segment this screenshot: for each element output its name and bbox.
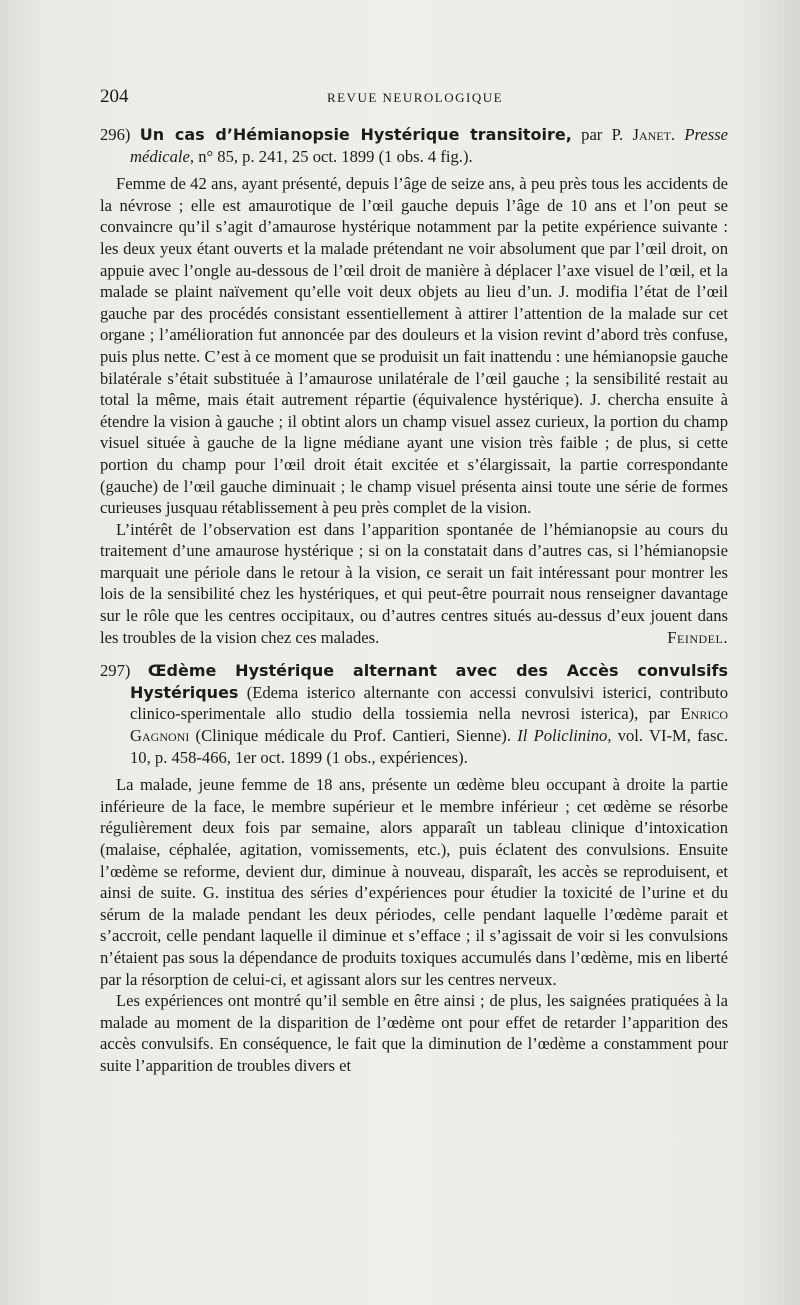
- entry-heading: [100, 660, 728, 768]
- page-header: [100, 86, 730, 112]
- entry-author: Enrico Gagnoni: [130, 704, 728, 746]
- entry-journal: Presse médicale,: [130, 125, 729, 166]
- entry-description: (Edema isterico alternante con accessi convulsivi isterici, contributo clinico-sperimentale allo studio della tossiemia nella nevrosi isterica), par: [130, 682, 728, 724]
- entry-number: 296): [100, 125, 131, 144]
- entry-paragraph: [100, 519, 728, 649]
- abstract-entry-296: [100, 124, 728, 648]
- entry-heading: [100, 124, 728, 167]
- entry-reference: vol. VI-M, fasc. 10, p. 458-466, 1er oct. 1899 (1 obs., expériences).: [130, 726, 728, 767]
- entry-signature: Feindel.: [667, 627, 728, 647]
- entry-journal: Il Policlinino,: [517, 726, 612, 746]
- entry-paragraph: Femme de 42 ans, ayant présenté, depuis l’âge de seize ans, à peu près tous les accidents de la névrose ; elle est amaurotique de l’œil gauche depuis l’âge de 10 ans et l’on peut se convaincre qu’il s’agit d’amaurose hystérique notamment par la petite expérience suivante : les deux yeux étant ouverts et la malade prétendant ne voir absolument que par l’œil droit, on appuie avec l’ongle au-dessous de l’œil droit de manière à déplacer l’axe visuel de l’œil, et la malade se plaint naïvement qu’elle voit deux objets au lieu d’un. J. modifia l’état de l’œil gauche par des procédés consistant essentiellement à attirer l’attention de la malade sur cet organe ; l’amélioration fut annoncée par des douleurs et la vision revint d’abord très confuse, puis plus nette. C’est à ce moment que se produisit un fait inattendu : une hémianopsie gauche bilatérale s’était substituée à l’amaurose unilatérale de l’œil gauche ; la sensibilité restait au total la même, mais était autrement répartie (équivalence hystérique). J. chercha ensuite à étendre la vision à gauche ; il obtint alors un champ visuel assez curieux, la portion du champ visuel située à gauche de la ligne médiane ayant une vision très faible ; de plus, si cette portion du champ pour l’œil droit était excitée et s’élargissait, la partie correspondante (gauche) de l’œil gauche diminuait ; le champ visuel présenta ainsi toute une série de formes curieuses jusquau rétablissement à peu près complet de la vision.: [100, 174, 728, 518]
- running-head: REVUE NEUROLOGIQUE: [326, 90, 504, 105]
- entry-reference: n° 85, p. 241, 25 oct. 1899 (1 obs. 4 fig.).: [198, 146, 473, 166]
- abstract-entry-297: [100, 660, 728, 1076]
- entry-affiliation: (Clinique médicale du Prof. Cantieri, Sienne).: [195, 726, 511, 746]
- page-number: 204: [100, 86, 129, 107]
- entry-by: par P.: [581, 125, 624, 144]
- entry-title: Un cas d’Hémianopsie Hystérique transitoire,: [139, 125, 572, 144]
- entry-title: Œdème Hystérique alternant avec des Accès convulsifs Hystériques: [130, 661, 728, 702]
- entry-number: 297): [100, 661, 131, 681]
- entry-paragraph: Les expériences ont montré qu’il semble en être ainsi ; de plus, les saignées pratiquées à la malade au moment de la disparition de l’œdème ont pour effet de retarder l’apparition des accès convulsifs. En conséquence, le fait que la diminution de l’œdème a constamment pour suite l’apparition de troubles divers et: [100, 991, 728, 1075]
- entry-paragraph-text: L’intérêt de l’observation est dans l’apparition spontanée de l’hémianopsie au cours du traitement d’une amaurose hystérique ; si on la constatait dans d’autres cas, si l’hémianopsie marquait une périole dans le retour à la vision, ce serait un fait intéressant pour montrer les lois de la sensibilité chez les hystériques, et qui peut-être pourrait nous renseigner davantage sur le rôle que les centres occipitaux, ou d’autres centres situés au-dessus d’eux jouent dans les troubles de la vision chez ces malades.: [100, 519, 728, 647]
- entry-paragraph: La malade, jeune femme de 18 ans, présente un œdème bleu occupant à droite la partie inférieure de la face, le membre supérieur et le membre inférieur ; cet œdème se résorbe régulièrement deux fois par semaine, alors apparaît un tableau clinique d’intoxication (malaise, céphalée, agitation, vomissements, etc.), puis éclatent des convulsions. Ensuite l’œdème se reforme, devient dur, diminue à nouveau, disparaît, les accès se reproduisent, et ainsi de suite. G. institua des séries d’expériences pour étudier la toxicité de l’urine et du sérum de la malade pendant les deux périodes, celle pendant laquelle l’œdème parait et s’accroit, celle pendant laquelle il diminue et s’efface ; il s’agissait de voir si les convulsions n’étaient pas sous la dépendance de produits toxiques accumulés dans l’œdème, mis en liberté par la résorption de celui-ci, et agissant alors sur les centres nerveux.: [100, 775, 728, 989]
- article-body: [100, 124, 728, 1089]
- entry-author: Janet.: [632, 125, 676, 144]
